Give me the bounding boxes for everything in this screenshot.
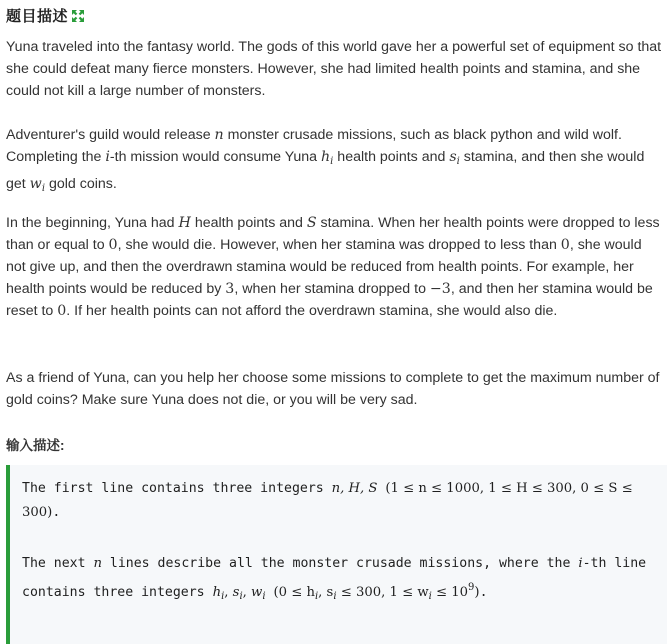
input-line-1 [22, 477, 662, 525]
input-line-2: The next n lines describe all the monster crusade missions, where the i-th line contains three integers $h_i$, $s_i$, $w_i$ ($0 \le h_i$, $s_i \le 300$, $1 \le w_i \le 10^9$). [22, 556, 647, 602]
question-text: As a friend of Yuna, can you help her choose some missions to complete to get the maximum number of gold coins? Make sure Yuna does not die, or you will be very sad. [6, 370, 660, 408]
math-constraint: (0 ≤ h [273, 585, 315, 600]
text: health points and [333, 149, 450, 165]
math-var: s [232, 585, 240, 600]
math-num: 0 [57, 303, 67, 319]
math-var: w [29, 176, 42, 192]
paragraph-intro [6, 36, 662, 102]
text: , and then her stamina would be reset to [6, 281, 653, 319]
text: stamina, and then she would get [6, 149, 645, 192]
input-title: 输入描述: [6, 438, 65, 453]
text: lines describe all the monster crusade missions, where the [101, 556, 579, 571]
text: . If her health points can not afford the overdrawn stamina, she would also die. [66, 303, 558, 319]
text: -th mission would consume Yuna [109, 149, 322, 165]
math-constraint: ≤ 10 [431, 585, 469, 600]
text: , she would die. However, when her stamina was dropped to less than [117, 237, 561, 253]
paragraph-missions [6, 124, 662, 200]
text: , when her stamina dropped to [234, 281, 430, 297]
math-var: i [105, 149, 110, 165]
math-exponent: 9 [468, 582, 475, 593]
text: , she would not give up, and then the overdrawn stamina would be reduced from health points. For example, her health points would be reduced by [6, 237, 642, 297]
intro-text: Yuna traveled into the fantasy world. The gods of this world gave her a powerful set of equipment so that she could defeat many fierce monsters. However, she had limited health points and stamina, and she could not kill a large number of monsters. [6, 39, 662, 99]
math-num: 3 [225, 281, 235, 297]
math-var: n, H, S [331, 481, 378, 496]
math-var: s [449, 149, 457, 165]
math-var: S [306, 215, 317, 231]
math-var: n [93, 556, 102, 571]
math-subscript: i [330, 156, 334, 167]
section-header [6, 5, 85, 26]
math-var: i [578, 556, 583, 571]
math-var: h [212, 585, 222, 600]
text: . [479, 585, 488, 600]
input-description-block [6, 465, 667, 644]
text: . [52, 505, 61, 520]
math-var: n [214, 127, 224, 143]
math-num: 0 [108, 237, 118, 253]
math-var: H [178, 215, 191, 231]
math-constraint: ) [474, 585, 480, 600]
paragraph-rules [6, 212, 662, 322]
math-constraint: (1 ≤ n ≤ 1000, 1 ≤ H ≤ 300, 0 ≤ S ≤ 300) [22, 481, 633, 520]
expand-icon[interactable] [71, 9, 85, 23]
math-subscript: i [456, 156, 460, 167]
text: monster crusade missions, such as black python and wild wolf. Completing the [6, 127, 622, 165]
math-num: −3 [429, 281, 451, 297]
text: -th line contains three integers [22, 556, 647, 600]
math-num: 0 [560, 237, 570, 253]
math-constraint: , s [318, 585, 334, 600]
math-var: h [321, 149, 331, 165]
text: stamina. When her health points were dropped to less than or equal to [6, 215, 660, 253]
math-constraint: ≤ 300, 1 ≤ w [336, 585, 429, 600]
text: The first line contains three integers [22, 481, 332, 496]
section-title: 题目描述 [6, 8, 69, 25]
text: In the beginning, Yuna had [6, 215, 179, 231]
text: The next [22, 556, 94, 571]
text: health points and [190, 215, 307, 231]
text: gold coins. [45, 176, 117, 192]
math-var: w [251, 585, 263, 600]
math-subscript: i [41, 183, 46, 194]
text: Adventurer's guild would release [6, 127, 215, 143]
paragraph-question [6, 367, 662, 411]
